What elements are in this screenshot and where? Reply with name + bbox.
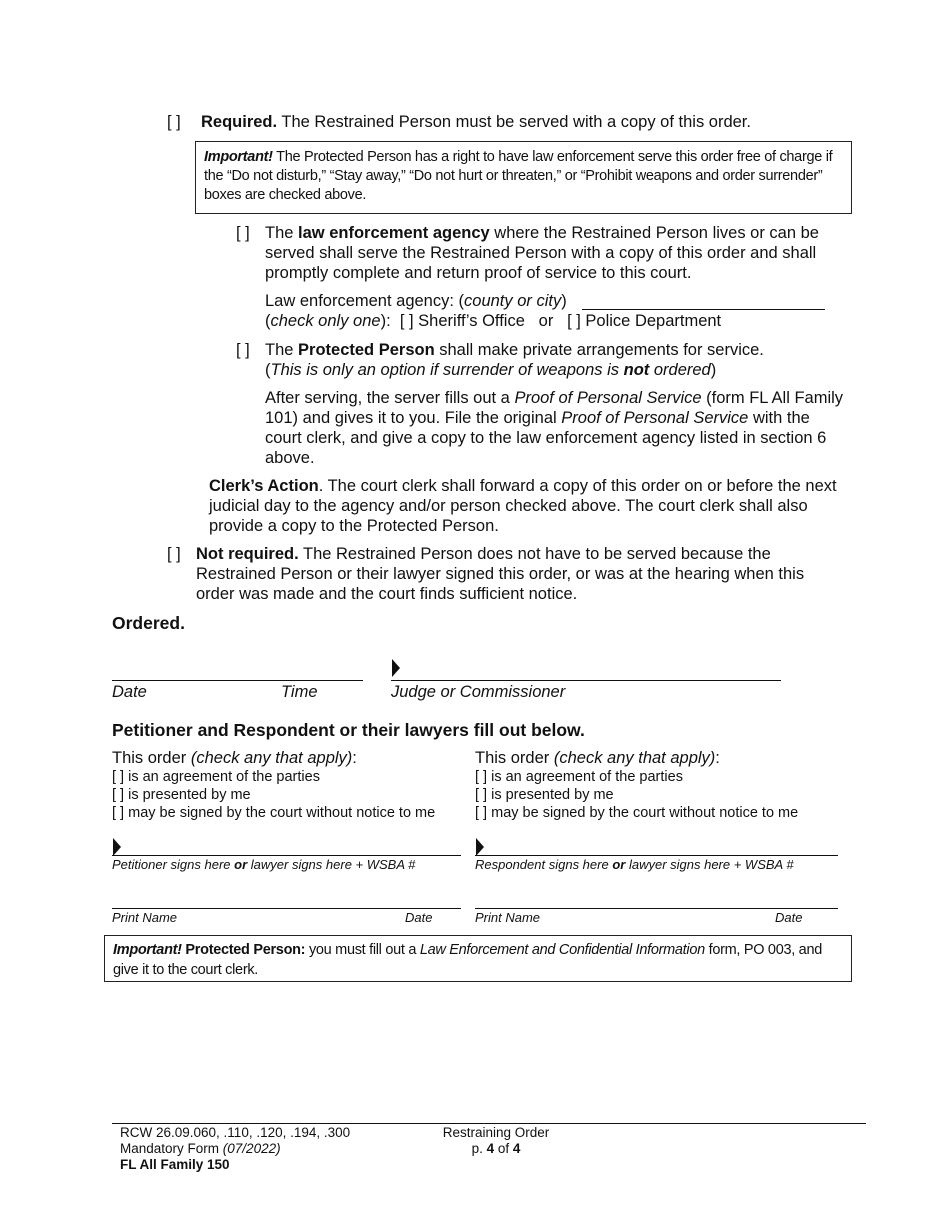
petitioner-print-name-line[interactable] xyxy=(112,908,461,909)
time-label: Time xyxy=(281,683,318,701)
judge-label: Judge or Commissioner xyxy=(391,683,566,701)
note-close: ) xyxy=(710,361,717,379)
check-only-close: ): xyxy=(380,312,391,330)
clerk-action-paragraph xyxy=(209,476,849,536)
petitioner-option-no-notice[interactable]: [ ] may be signed by the court without notice to me xyxy=(112,805,436,821)
footer-page xyxy=(440,1141,552,1157)
footer-page-prefix: p. xyxy=(471,1141,483,1156)
footer-center xyxy=(440,1125,552,1157)
respondent-order-block xyxy=(475,748,845,822)
respondent-date-label: Date xyxy=(775,910,803,925)
respondent-print-name-line[interactable] xyxy=(475,908,838,909)
order-italic: (check any that apply) xyxy=(553,749,716,767)
respondent-or: or xyxy=(612,857,626,872)
date-label: Date xyxy=(112,683,147,701)
note-italic: This is only an option if surrender of weapons is xyxy=(270,361,620,379)
footer-page-of: of xyxy=(497,1141,510,1156)
important-notice-box xyxy=(195,141,852,214)
after-serving-paragraph xyxy=(265,388,845,468)
order-italic: (check any that apply) xyxy=(190,749,353,767)
agency-label: Law enforcement agency: ( xyxy=(265,292,465,310)
protected-person-notice-box xyxy=(104,935,852,982)
petitioner-date-label: Date xyxy=(405,910,433,925)
after-text-3: with the court clerk, and give a copy to the law enforcement agency listed in section 6 above. xyxy=(265,409,827,467)
footer-form-id: FL All Family 150 xyxy=(120,1157,230,1172)
clerk-heading: Clerk’s Action xyxy=(209,477,319,495)
petitioner-arrow-icon xyxy=(113,838,121,856)
petitioner-option-agreement[interactable]: [ ] is an agreement of the parties xyxy=(112,769,320,785)
agency-label-italic: county or city xyxy=(464,292,562,310)
check-only-one-row xyxy=(265,311,721,331)
required-section xyxy=(167,112,867,132)
protected-person-bold: Protected Person xyxy=(298,341,435,359)
footer-mandatory-text: Mandatory Form xyxy=(120,1141,220,1156)
or-word: or xyxy=(538,312,554,330)
parties-title: Petitioner and Respondent or their lawyers fill out below. xyxy=(112,720,585,740)
notice-important-label: Important! xyxy=(113,942,182,958)
notice-text-1: you must fill out a xyxy=(308,942,417,958)
petitioner-sign-label xyxy=(112,857,415,873)
required-heading: Required. xyxy=(201,113,278,131)
important-label: Important! xyxy=(204,149,273,165)
note-bold: not xyxy=(623,361,650,379)
petitioner-print-name-label: Print Name xyxy=(112,910,178,925)
petitioner-signature-line[interactable] xyxy=(112,855,461,856)
protected-person-text: shall make private arrangements for service. xyxy=(439,341,764,359)
respondent-option-presented[interactable]: [ ] is presented by me xyxy=(475,787,614,803)
note-italic2: ordered xyxy=(653,361,711,379)
signature-arrow-icon xyxy=(392,659,400,677)
required-checkbox[interactable]: [ ] xyxy=(167,113,181,131)
date-time-line[interactable] xyxy=(112,680,363,681)
protected-person-pre: The xyxy=(265,341,294,359)
after-italic-2: Proof of Personal Service xyxy=(561,409,749,427)
law-enforcement-pre: The xyxy=(265,224,294,242)
respondent-order-label xyxy=(475,748,845,768)
footer-left xyxy=(120,1125,350,1173)
note-open: ( xyxy=(265,361,271,379)
petitioner-order-block xyxy=(112,748,472,822)
respondent-option-agreement[interactable]: [ ] is an agreement of the parties xyxy=(475,769,683,785)
footer-title: Restraining Order xyxy=(442,1125,550,1140)
agency-label-close: ) xyxy=(561,292,567,310)
important-text: The Protected Person has a right to have law enforcement serve this order free of charge if the “Do not disturb,” “Stay away,” “Do not hurt or threaten,” or “Prohibit weapons and order surrender” boxes are checked above. xyxy=(204,149,833,203)
order-colon: : xyxy=(352,749,357,767)
footer-mandatory xyxy=(120,1141,350,1157)
law-enforcement-paragraph xyxy=(265,223,850,283)
notice-text-2: form, PO 003, and give it to the court clerk. xyxy=(113,942,822,978)
police-department-checkbox[interactable]: [ ] Police Department xyxy=(567,312,722,330)
notice-protected-person: Protected Person: xyxy=(185,942,306,958)
not-required-text: The Restrained Person does not have to be served because the Restrained Person or their lawyer signed this order, or was at the hearing when this order was made and the court finds sufficient notice. xyxy=(196,545,805,603)
protected-person-paragraph xyxy=(265,340,850,380)
petitioner-option-presented[interactable]: [ ] is presented by me xyxy=(112,787,251,803)
footer-rcw: RCW 26.09.060, .110, .120, .194, .300 xyxy=(120,1125,351,1140)
petitioner-order-label xyxy=(112,748,472,768)
sheriff-office-checkbox[interactable]: [ ] Sheriff’s Office xyxy=(399,312,525,330)
agency-input-line[interactable] xyxy=(582,309,825,310)
respondent-signature-line[interactable] xyxy=(475,855,838,856)
law-enforcement-text: where the Restrained Person lives or can be served shall serve the Restrained Person with a copy of this order and shall promptly complete and return proof of service to this court. xyxy=(265,224,819,282)
agency-field-label xyxy=(265,291,567,311)
judge-signature-line[interactable] xyxy=(391,680,781,681)
clerk-text: . The court clerk shall forward a copy of this order on or before the next judicial day to the agency and/or person checked above. The court clerk shall also provide a copy to the Protected Person. xyxy=(209,477,837,535)
not-required-paragraph xyxy=(196,544,836,604)
check-only-italic: check only one xyxy=(270,312,381,330)
check-only-open: ( xyxy=(265,312,271,330)
petitioner-or: or xyxy=(234,857,248,872)
law-enforcement-checkbox[interactable]: [ ] xyxy=(236,224,250,242)
respondent-option-no-notice[interactable]: [ ] may be signed by the court without notice to me xyxy=(475,805,799,821)
after-text-2: (form FL All Family 101) and gives it to you. File the original xyxy=(265,389,844,427)
notice-form-name: Law Enforcement and Confidential Information xyxy=(419,942,705,958)
order-label: This order xyxy=(475,749,550,767)
not-required-checkbox[interactable]: [ ] xyxy=(167,545,181,563)
required-text: The Restrained Person must be served with a copy of this order. xyxy=(281,113,751,131)
respondent-sign-label xyxy=(475,857,794,873)
after-text-1: After serving, the server fills out a xyxy=(265,389,510,407)
petitioner-sign-text: Petitioner signs here xyxy=(112,857,231,872)
footer-page-total: 4 xyxy=(512,1141,521,1156)
order-label: This order xyxy=(112,749,187,767)
not-required-heading: Not required. xyxy=(196,545,299,563)
footer-page-num: 4 xyxy=(486,1141,495,1156)
ordered-title: Ordered. xyxy=(112,613,185,633)
law-enforcement-bold: law enforcement agency xyxy=(298,224,490,242)
footer-mandatory-date: (07/2022) xyxy=(222,1141,281,1156)
protected-person-checkbox[interactable]: [ ] xyxy=(236,341,250,359)
respondent-print-name-label: Print Name xyxy=(475,910,541,925)
respondent-arrow-icon xyxy=(476,838,484,856)
footer-divider xyxy=(112,1123,866,1124)
order-colon: : xyxy=(715,749,720,767)
after-italic-1: Proof of Personal Service xyxy=(514,389,702,407)
petitioner-lawyer-text: lawyer signs here + WSBA # xyxy=(250,857,416,872)
respondent-sign-text: Respondent signs here xyxy=(475,857,609,872)
respondent-lawyer-text: lawyer signs here + WSBA # xyxy=(628,857,794,872)
